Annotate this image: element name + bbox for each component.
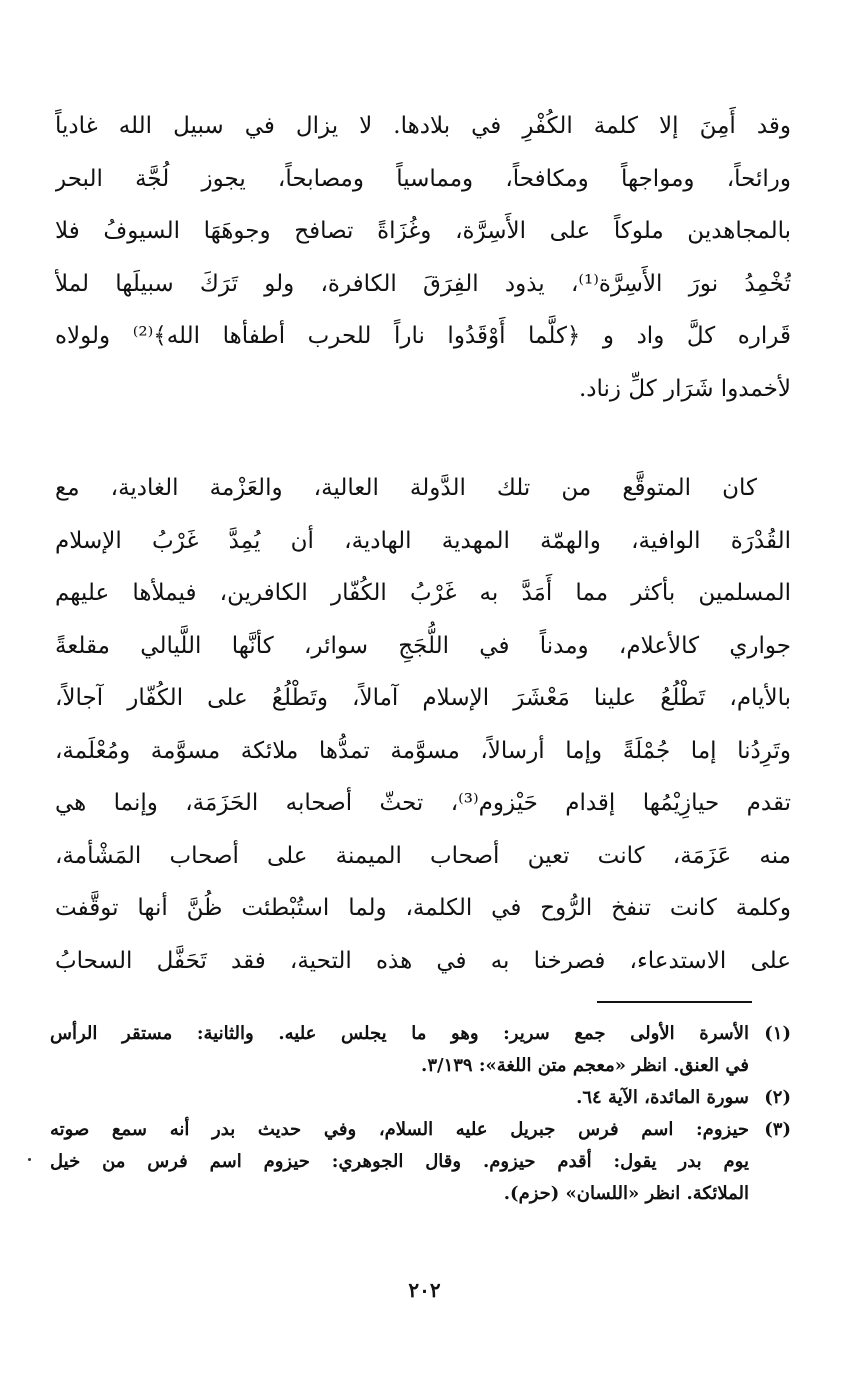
footnote-line: يوم بدر يقول: أقدم حيزوم. وقال الجوهري: حيزوم اسم فرس من خيل	[50, 1151, 749, 1172]
scan-speck	[28, 1158, 31, 1161]
paragraph-2	[55, 462, 791, 987]
text-line: ورائحاً، ومواجهاً ومكافحاً، ومماسياً ومصابحاً، يجوز لُجَّة البحر	[55, 165, 791, 192]
footnote-line: الملائكة. انظر «اللسان» (حزم).	[503, 1183, 749, 1204]
text-line: المسلمين بأكثر مما أَمَدَّ به غَرْبُ الكُفّار الكافرين، فيملأها عليهم	[55, 580, 791, 606]
footnote-number: (١)	[764, 1023, 791, 1044]
text-line: كان المتوقَّع من تلك الدَّولة العالية، والعَزْمة الغادية، مع	[55, 475, 757, 501]
text-line: بالأيام، تَطْلُعُ علينا مَعْشَرَ الإسلام آمالاً، وتَطْلُعُ على الكُفّار آجالاً،	[55, 685, 791, 711]
text-line: وكلمة كانت تنفخ الرُّوح في الكلمة، ولما استُبْطئت ظُنَّ أنها توقَّفت	[55, 895, 791, 921]
footnote-line: حيزوم: اسم فرس جبريل عليه السلام، وفي حديث بدر أنه سمع صوته	[50, 1119, 749, 1140]
text-line: تُخْمِدُ نورَ الأَسِرَّة⁽¹⁾، يذود الفِرَقَ الكافرة، ولو تَرَكَ سبيلَها لملأ	[55, 270, 791, 297]
page-number: ٢٠٢	[408, 1278, 441, 1302]
text-line: منه عَزَمَة، كانت تعين أصحاب الميمنة على أصحاب المَشْأمة،	[55, 842, 791, 869]
text-line: قَراره كلَّ واد و ﴿كلَّما أَوْقَدُوا ناراً للحرب أطفأها الله﴾⁽²⁾ ولولاه	[55, 323, 791, 349]
text-line: وقد أَمِنَ إلا كلمة الكُفْرِ في بلادها. لا يزال في سبيل الله غادياً	[55, 113, 791, 139]
footnotes	[50, 1018, 791, 1210]
footnote-line: في العنق. انظر «معجم متن اللغة»: ٣/١٣٩.	[421, 1055, 749, 1076]
footnote-2	[50, 1082, 791, 1114]
text-line: على الاستدعاء، فصرخنا به في هذه التحية، فقد تَحَفَّل السحابُ	[55, 947, 791, 974]
footnote-number: (٣)	[764, 1119, 791, 1140]
footnote-3	[50, 1114, 791, 1210]
text-line: القُدْرَة الوافية، والهمّة المهدية الهادية، أن يُمِدَّ غَرْبُ الإسلام	[55, 527, 791, 554]
text-line: لأخمدوا شَرَار كلِّ زناد.	[578, 375, 791, 402]
footnote-1	[50, 1018, 791, 1082]
text-line: وتَرِدُنا إما جُمْلَةً وإما أرسالاً، مسوَّمة تمدُّها ملائكة مسوَّمة ومُعْلَمة،	[55, 737, 791, 764]
footnote-line: الأسرة الأولى جمع سرير: وهو ما يجلس عليه. والثانية: مستقر الرأس	[50, 1023, 749, 1044]
text-line: بالمجاهدين ملوكاً على الأَسِرَّة، وغُزَاةً تصافح وجوهَهَا السيوفُ فلا	[55, 218, 791, 244]
footnote-number: (٢)	[764, 1087, 791, 1108]
paragraph-1	[55, 100, 791, 415]
text-line: تقدم حيازِيْمُها إقدام حَيْزوم⁽³⁾، تحثّ أصحابه الحَزَمَة، وإنما هي	[55, 790, 791, 816]
text-line: جواري كالأعلام، ومدناً في اللُّجَجِ سوائر، كأنَّها اللَّيالي مقلعةً	[55, 632, 791, 659]
footnote-separator	[597, 1001, 752, 1003]
footnote-line: سورة المائدة، الآية ٦٤.	[576, 1087, 749, 1108]
